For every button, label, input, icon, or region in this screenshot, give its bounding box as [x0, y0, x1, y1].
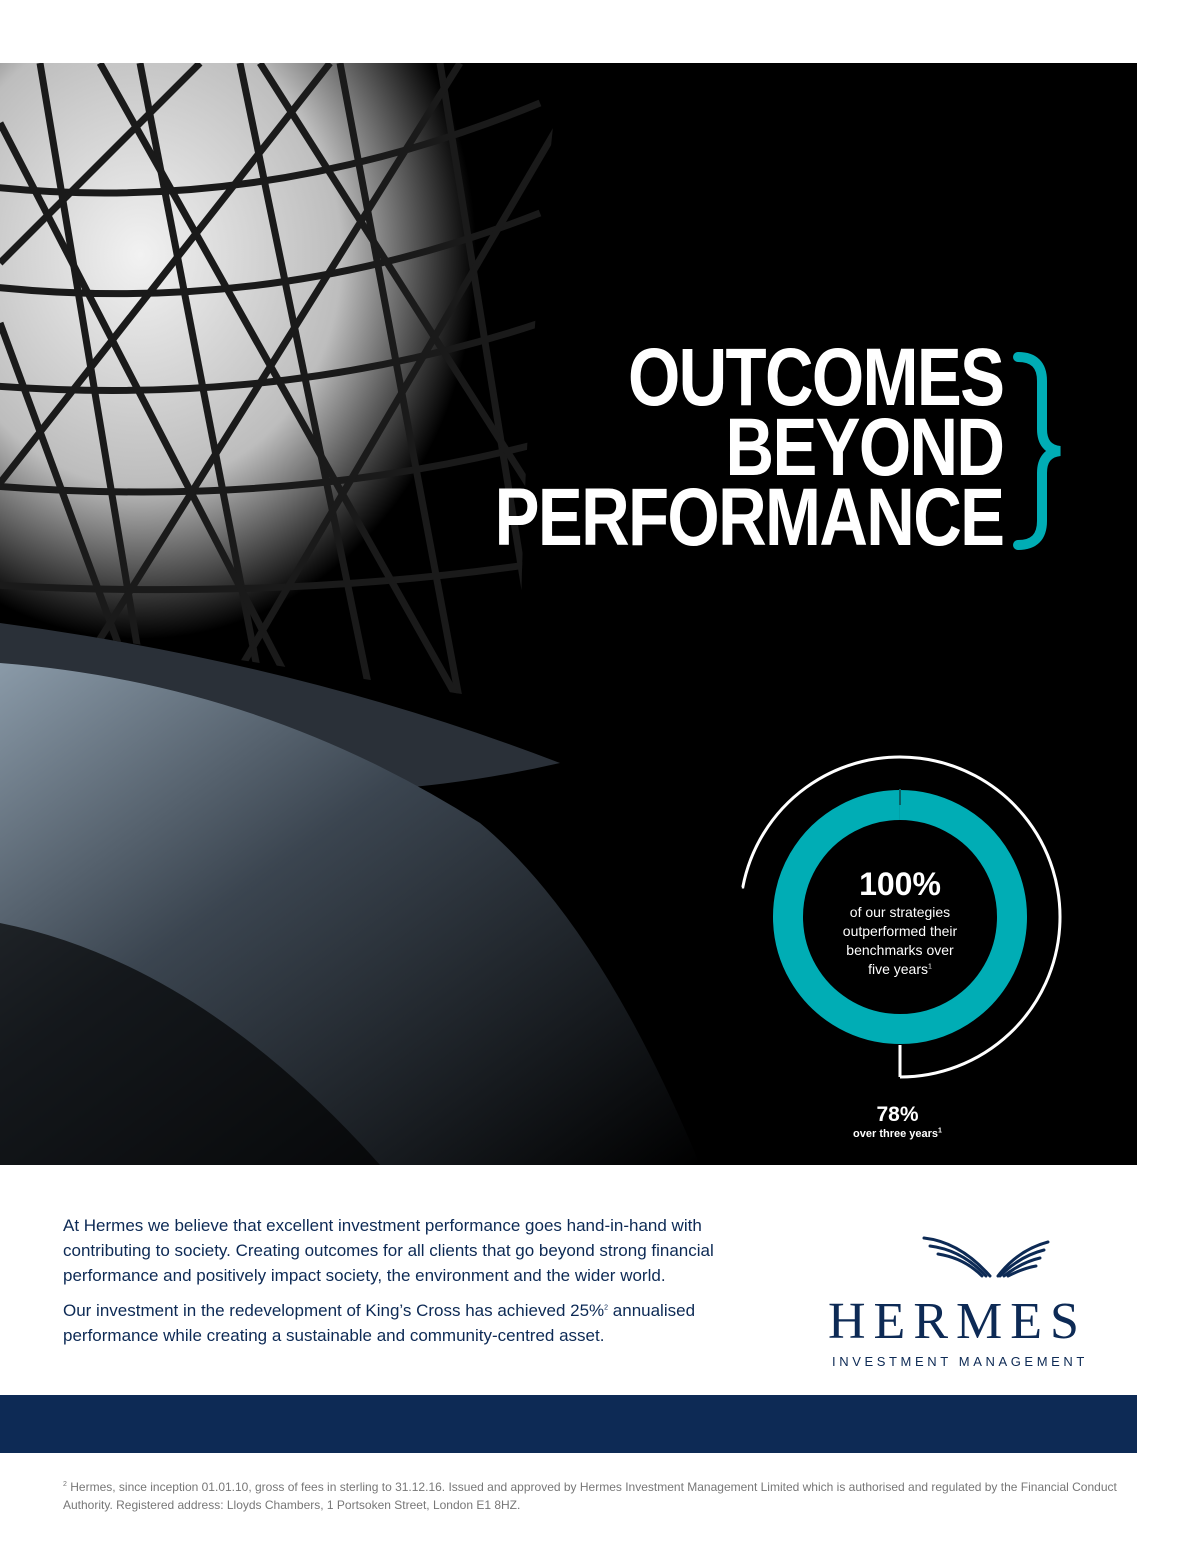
stat-five-year-caption-2: outperformed their: [842, 923, 958, 939]
headline-line-2: BEYOND: [725, 402, 1003, 493]
stat-five-year-value: 100%: [859, 866, 941, 902]
logo-subtitle: INVESTMENT MANAGEMENT: [832, 1354, 1088, 1369]
headline: [494, 332, 1003, 563]
risk-disclaimer: Past performance is not a guide to the future. The value of investments can fall as well as rise and you may not get back the original amount invested.: [63, 1181, 924, 1196]
stat-five-year-caption-1: of our strategies: [849, 904, 951, 920]
stat-three-year: [830, 1103, 965, 1141]
body-paragraph-2: Our investment in the redevelopment of King’s Cross has achieved 25%$^2$ annualised performance while creating a sustainable and community-centred asset.: [63, 1301, 696, 1345]
architecture-photo: [0, 63, 700, 1165]
body-paragraph-1: At Hermes we believe that excellent investment performance goes hand-in-hand with contributing to society. Creating outcomes for all clients that go beyond strong financial performance and positively impact society, the environment and the wider world.: [63, 1216, 714, 1285]
stat-three-year-value: 78%: [876, 1103, 919, 1126]
footnote-mark: 2: [604, 1304, 609, 1312]
headline-line-3: PERFORMANCE: [494, 472, 1003, 563]
headline-line-1: OUTCOMES: [627, 332, 1003, 423]
logo-wordmark: HERMES: [828, 1293, 1087, 1350]
stat-three-year-caption: over three years$^1$: [853, 1127, 942, 1140]
hero-panel: [0, 63, 1137, 1196]
navy-band: [0, 1395, 1137, 1453]
body-copy: [63, 1213, 763, 1358]
wings-icon: [920, 1232, 1052, 1284]
footnote: $^2$ Hermes, since inception 01.01.10, gross of fees in sterling to 31.12.16. Issued and approved by Hermes Investment Management Limited which is authorised and regulated by the Financial Conduct Authority. Registered address: Lloyds Chambers, 1 Portsoken Street, London E1 8HZ.: [63, 1480, 1117, 1512]
stat-five-year: [820, 865, 980, 979]
footnote-mark: 2: [63, 1481, 67, 1488]
footnote-mark: 1: [938, 1127, 942, 1135]
footnote-mark: 1: [928, 963, 932, 971]
stat-five-year-caption-4: five years$^1$: [868, 961, 932, 977]
curly-brace-icon: [1010, 351, 1066, 551]
stat-five-year-caption-3: benchmarks over: [846, 942, 954, 958]
hermes-logo: [828, 1232, 1140, 1372]
